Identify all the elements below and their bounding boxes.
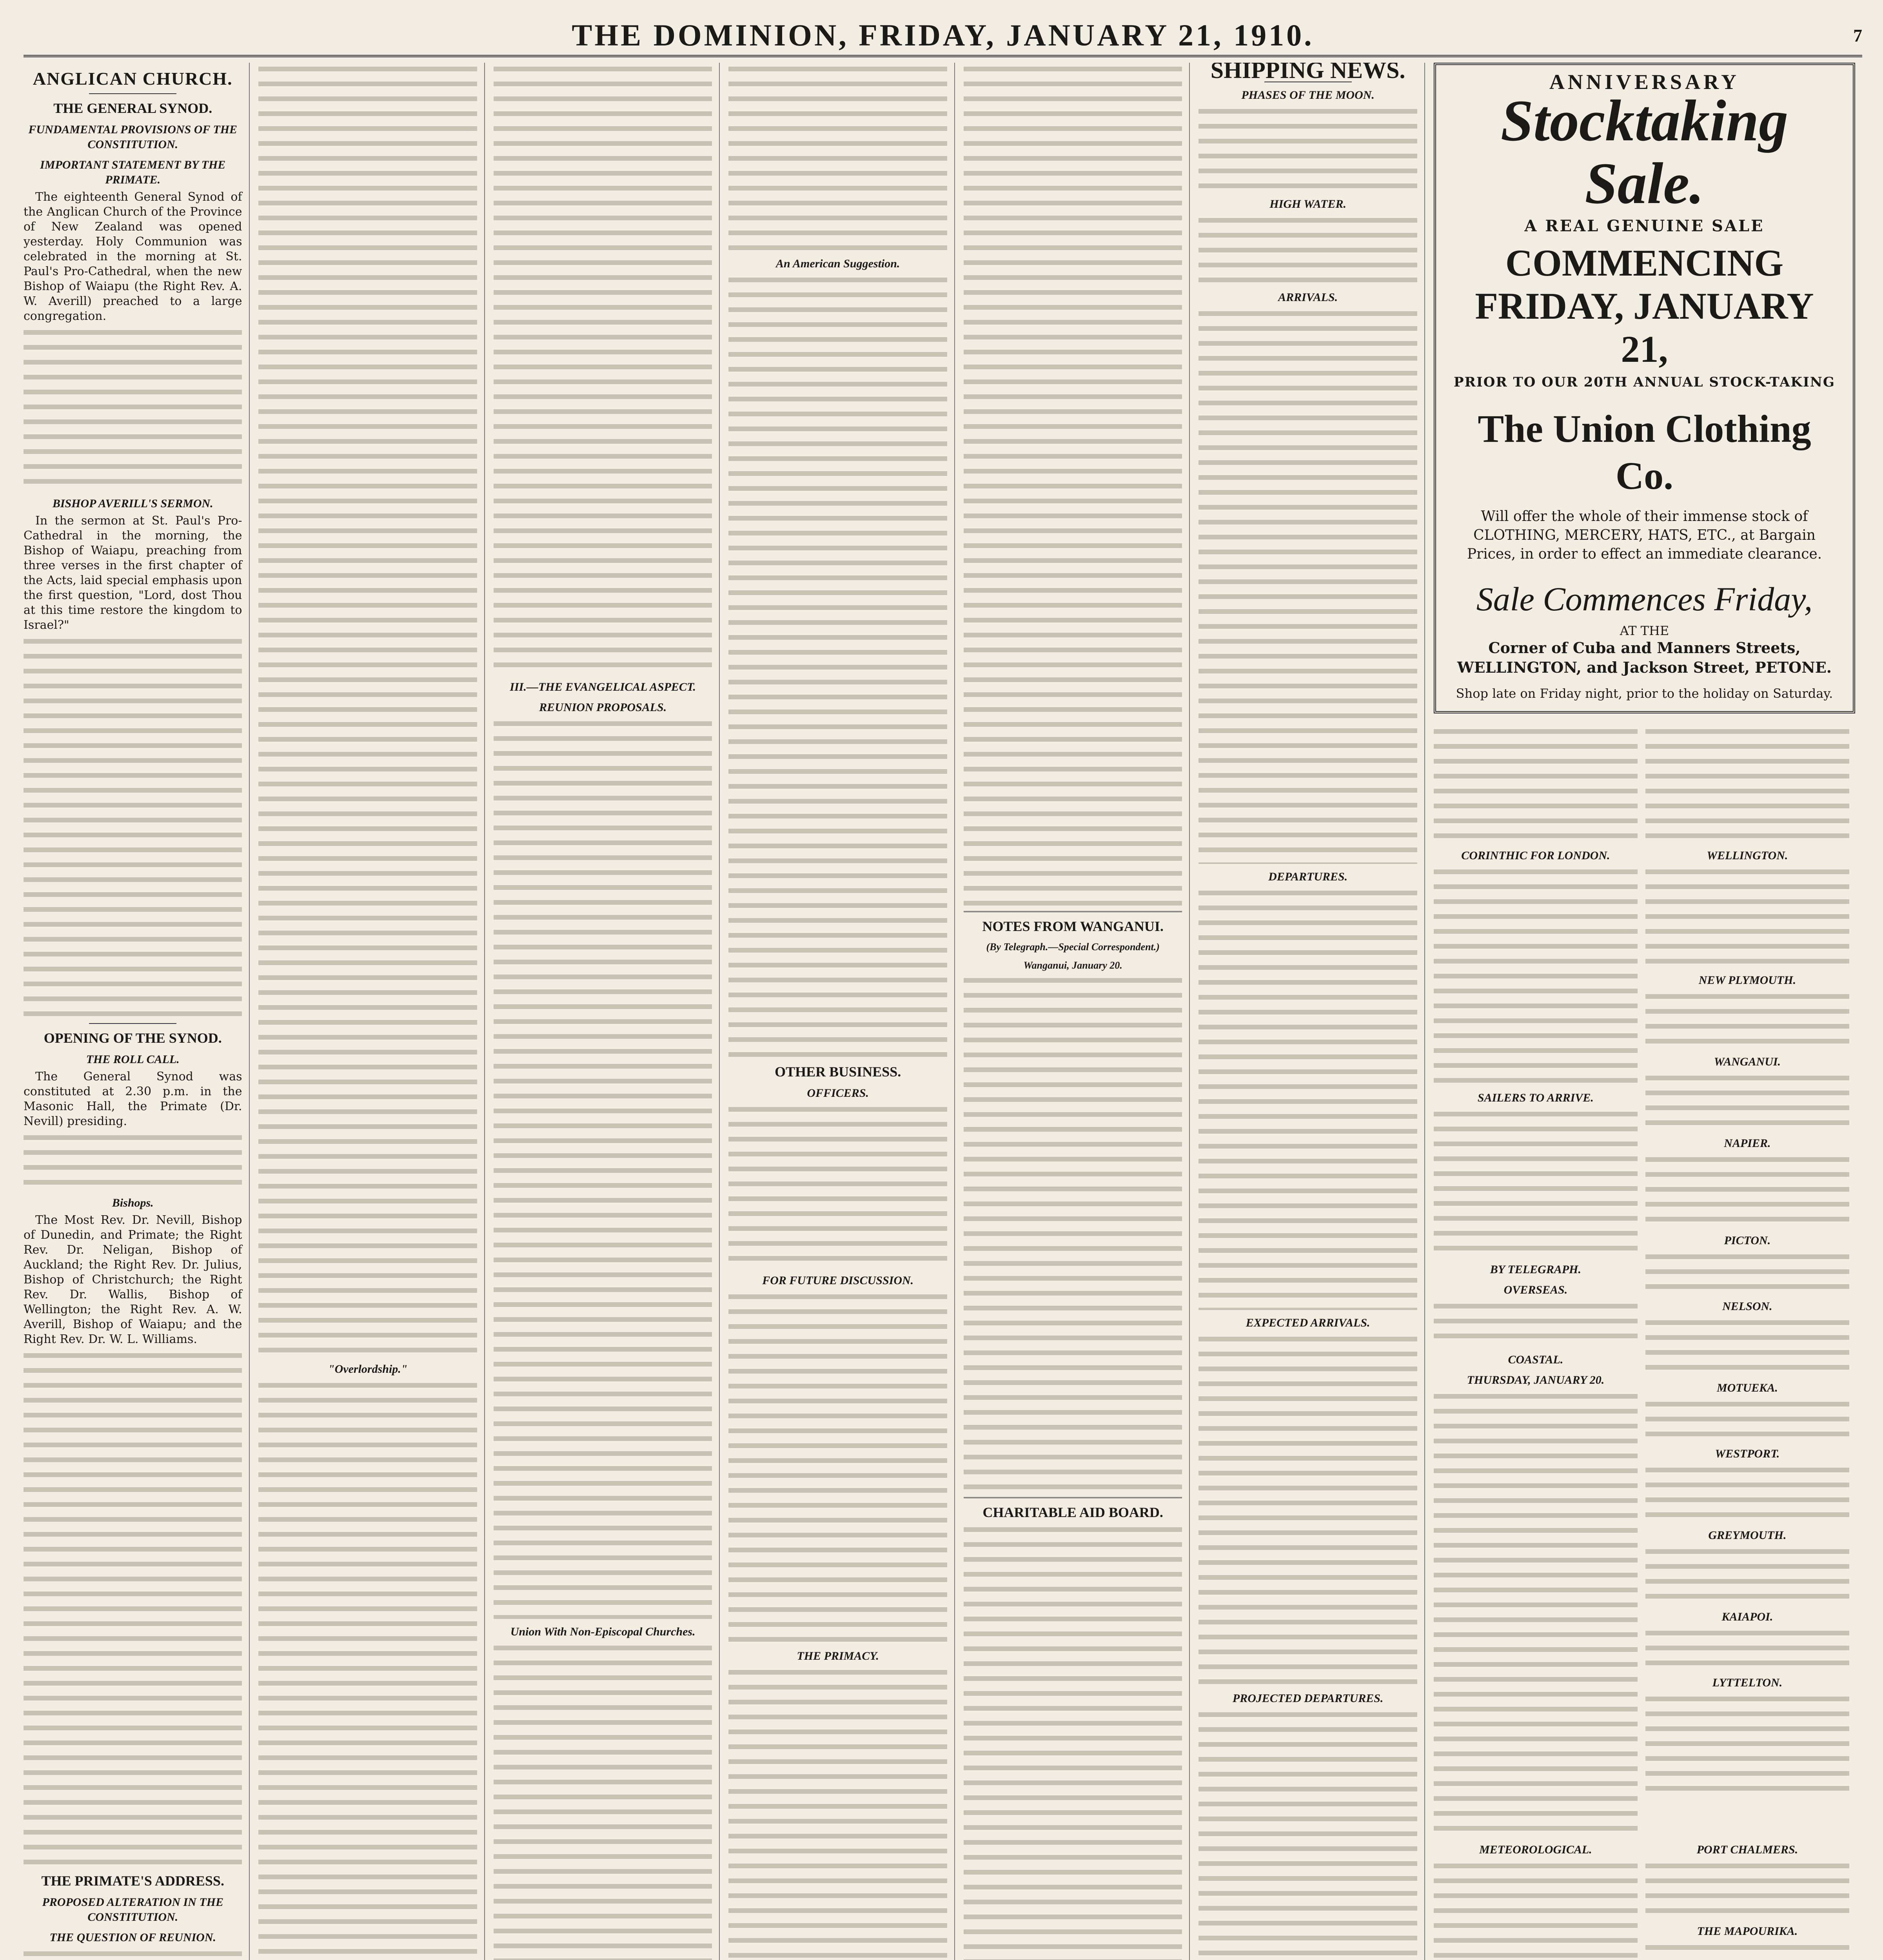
sailers-heading: SAILERS TO ARRIVE. xyxy=(1477,1091,1594,1104)
wellington-heading: WELLINGTON. xyxy=(1707,849,1788,862)
table-text xyxy=(1198,1708,1417,1960)
evangelical-heading: III.—THE EVANGELICAL ASPECT. xyxy=(510,681,696,693)
article-text xyxy=(1645,990,1849,1049)
article-text xyxy=(258,1379,477,1960)
expected-arrivals-heading: EXPECTED ARRIVALS. xyxy=(1246,1316,1370,1329)
picton-heading: PICTON. xyxy=(1724,1234,1771,1247)
column-1 xyxy=(24,63,250,1960)
ad-sale-commences: Sale Commences Friday, xyxy=(1476,580,1813,618)
article-text xyxy=(1645,1545,1849,1604)
column-6 xyxy=(1198,63,1425,1960)
moon-phases-heading: PHASES OF THE MOON. xyxy=(1241,89,1375,102)
shipping-continued xyxy=(1434,725,1855,1837)
ad-prior: PRIOR TO OUR 20TH ANNUAL STOCK-TAKING xyxy=(1454,374,1835,390)
other-business-heading: OTHER BUSINESS. xyxy=(775,1064,901,1080)
masthead xyxy=(24,16,1862,57)
sermon-heading: BISHOP AVERILL'S SERMON. xyxy=(52,497,213,510)
article-text xyxy=(494,63,712,674)
ad-at-the: AT THE xyxy=(1620,623,1669,638)
corinthic-heading: CORINTHIC FOR LONDON. xyxy=(1461,849,1610,862)
ad-genuine: A REAL GENUINE SALE xyxy=(1524,217,1765,235)
column-5 xyxy=(964,63,1190,1960)
ad-offer: Will offer the whole of their immense stock of CLOTHING, MERCERY, HATS, ETC., at Bargain Prices, in order to effect an immediate clearance. xyxy=(1467,508,1822,562)
article-text xyxy=(1645,1627,1849,1670)
table-text xyxy=(1645,725,1849,843)
reunion-proposals-heading: REUNION PROPOSALS. xyxy=(539,701,667,714)
greymouth-heading: GREYMOUTH. xyxy=(1708,1529,1787,1542)
table-text xyxy=(1198,887,1417,1310)
lyttelton-heading: LYTTELTON. xyxy=(1712,1676,1783,1689)
article-text xyxy=(728,1290,947,1643)
article-text xyxy=(964,63,1182,906)
table-text xyxy=(1198,214,1417,285)
american-suggestion-heading: An American Suggestion. xyxy=(775,257,900,270)
article-text xyxy=(1434,1390,1638,1837)
meteorological-heading: METEOROLOGICAL. xyxy=(1479,1843,1592,1856)
shipping-right xyxy=(1645,725,1849,1837)
high-water-heading: HIGH WATER. xyxy=(1269,198,1346,211)
westport-heading: WESTPORT. xyxy=(1715,1447,1780,1460)
article-text xyxy=(1645,1250,1849,1294)
weather-left xyxy=(1434,1837,1638,1960)
future-discussion-heading: FOR FUTURE DISCUSSION. xyxy=(762,1274,914,1287)
mapourika-heading: THE MAPOURIKA. xyxy=(1697,1925,1798,1938)
anglican-heading: ANGLICAN CHURCH. xyxy=(33,69,233,89)
article-text xyxy=(728,274,947,1058)
arrivals-heading: ARRIVALS. xyxy=(1278,291,1338,304)
article-text xyxy=(24,326,242,491)
ad-address: Corner of Cuba and Manners Streets, WELLINGTON, and Jackson Street, PETONE. xyxy=(1457,639,1832,676)
opening-heading: OPENING OF THE SYNOD. xyxy=(44,1030,222,1046)
article-text xyxy=(494,1642,712,1960)
article-text xyxy=(258,63,477,1356)
telegraph-heading: BY TELEGRAPH. xyxy=(1490,1263,1582,1276)
wanganui-dateline: Wanganui, January 20. xyxy=(1023,960,1122,971)
article-text xyxy=(728,1103,947,1268)
nelson-heading: NELSON. xyxy=(1722,1300,1772,1313)
general-synod-heading: THE GENERAL SYNOD. xyxy=(53,100,212,116)
napier-heading: NAPIER. xyxy=(1724,1137,1771,1150)
ad-anniversary: ANNIVERSARY xyxy=(1549,70,1740,94)
article-text xyxy=(964,1523,1182,1960)
article-text xyxy=(1645,1941,1849,1960)
article-text xyxy=(24,1349,242,1867)
article-text xyxy=(1645,1464,1849,1523)
wanganui-notes-heading: NOTES FROM WANGANUI. xyxy=(982,918,1164,934)
article-text xyxy=(728,1666,947,1960)
article-text xyxy=(24,635,242,1019)
article-text xyxy=(1645,1398,1849,1441)
kaiapoi-heading: KAIAPOI. xyxy=(1721,1610,1773,1623)
article-text xyxy=(728,63,947,251)
weather-and-news xyxy=(1434,1837,1855,1960)
ad-commencing: COMMENCING FRIDAY, JANUARY 21, xyxy=(1475,242,1814,370)
table-text xyxy=(1198,307,1417,864)
article-text xyxy=(24,1131,242,1190)
article-text xyxy=(1434,1108,1638,1257)
motueka-heading: MOTUEKA. xyxy=(1716,1381,1778,1394)
wanganui-heading: WANGANUI. xyxy=(1714,1055,1781,1068)
ad-shop-early: Shop late on Friday night, prior to the holiday on Saturday. xyxy=(1456,686,1833,701)
alteration-heading: PROPOSED ALTERATION IN THE CONSTITUTION. xyxy=(42,1896,224,1924)
column-3 xyxy=(494,63,720,1960)
table-text xyxy=(1198,1333,1417,1686)
stocktaking-ad xyxy=(1434,63,1855,713)
primacy-heading: THE PRIMACY. xyxy=(797,1650,879,1662)
columns xyxy=(24,63,1862,1960)
wanganui-byline: (By Telegraph.—Special Correspondent.) xyxy=(986,941,1160,953)
primate-address-heading: THE PRIMATE'S ADDRESS. xyxy=(41,1873,224,1889)
weather-text xyxy=(1434,1860,1638,1960)
roll-call-text: The General Synod was constituted at 2.30 p.m. in the Masonic Hall, the Primate (Dr. Nevill) presiding. xyxy=(24,1070,242,1128)
projected-departures-heading: PROJECTED DEPARTURES. xyxy=(1232,1692,1384,1705)
port-chalmers-heading: PORT CHALMERS. xyxy=(1696,1843,1798,1856)
article-text xyxy=(494,717,712,1619)
overlordship-heading: "Overlordship." xyxy=(328,1363,408,1376)
column-4 xyxy=(728,63,955,1960)
roll-call-heading: THE ROLL CALL. xyxy=(86,1053,180,1066)
article-text xyxy=(964,974,1182,1492)
ad-stocktaking-title: Stocktaking Sale. xyxy=(1500,88,1789,216)
article-text xyxy=(1434,1300,1638,1347)
union-heading: Union With Non-Episcopal Churches. xyxy=(510,1625,695,1638)
newspaper-page xyxy=(24,16,1862,1960)
article-text xyxy=(1645,1693,1849,1795)
article-text xyxy=(1645,1072,1849,1131)
bishops-label: Bishops. xyxy=(112,1196,154,1209)
fundamental-provisions-heading: FUNDAMENTAL PROVISIONS OF THE CONSTITUTION. xyxy=(28,123,238,151)
page-number: 7 xyxy=(1853,25,1862,45)
column-7 xyxy=(1434,63,1862,1960)
overseas-heading: OVERSEAS. xyxy=(1503,1283,1568,1296)
table-text xyxy=(1198,105,1417,191)
news-right xyxy=(1645,1837,1849,1960)
new-plymouth-heading: NEW PLYMOUTH. xyxy=(1698,974,1796,987)
article-text xyxy=(1645,866,1849,967)
article-text xyxy=(1645,1860,1849,1918)
departures-heading: DEPARTURES. xyxy=(1268,870,1348,883)
masthead-title: THE DOMINION, FRIDAY, JANUARY 21, 1910. xyxy=(572,18,1314,52)
table-text xyxy=(1434,725,1638,843)
synod-intro: The eighteenth General Synod of the Anglican Church of the Province of New Zealand was opened yesterday. Holy Communion was celebrated in the morning at St. Paul's Pro-Cathedral, when the new Bishop of Waiapu (the Right Rev. A. W. Averill) preached to a large congregation. xyxy=(24,190,242,323)
charitable-aid-heading: CHARITABLE AID BOARD. xyxy=(982,1504,1163,1520)
article-text xyxy=(1645,1316,1849,1375)
article-text xyxy=(24,1947,242,1960)
sermon-text: In the sermon at St. Paul's Pro-Cathedral in the morning, the Bishop of Waiapu, preaching from three verses in the first chapter of the Acts, laid special emphasis upon the first question, "Lord, dost Thou at this time restore the kingdom to Israel?" xyxy=(24,514,242,632)
thursday-heading: THURSDAY, JANUARY 20. xyxy=(1467,1374,1605,1387)
column-2 xyxy=(258,63,485,1960)
article-text xyxy=(1645,1153,1849,1228)
shipping-news-heading: SHIPPING NEWS. xyxy=(1210,63,1405,83)
coastal-heading: COASTAL. xyxy=(1508,1353,1563,1366)
primate-statement-heading: IMPORTANT STATEMENT BY THE PRIMATE. xyxy=(40,158,226,186)
article-text xyxy=(1434,866,1638,1085)
shipping-left xyxy=(1434,725,1638,1837)
officers-heading: OFFICERS. xyxy=(807,1087,869,1100)
reunion-question-heading: THE QUESTION OF REUNION. xyxy=(49,1931,216,1944)
bishops-text: The Most Rev. Dr. Nevill, Bishop of Dunedin, and Primate; the Right Rev. Dr. Neligan, Bishop of Auckland; the Right Rev. Dr. Julius, Bishop of Christchurch; the Right Rev. Dr. Wallis, Bishop of Wellington; the Right Rev. A. W. Averill, Bishop of Waiapu; and the Right Rev. Dr. W. L. Williams. xyxy=(24,1213,242,1346)
ad-company: The Union Clothing Co. xyxy=(1478,407,1811,497)
